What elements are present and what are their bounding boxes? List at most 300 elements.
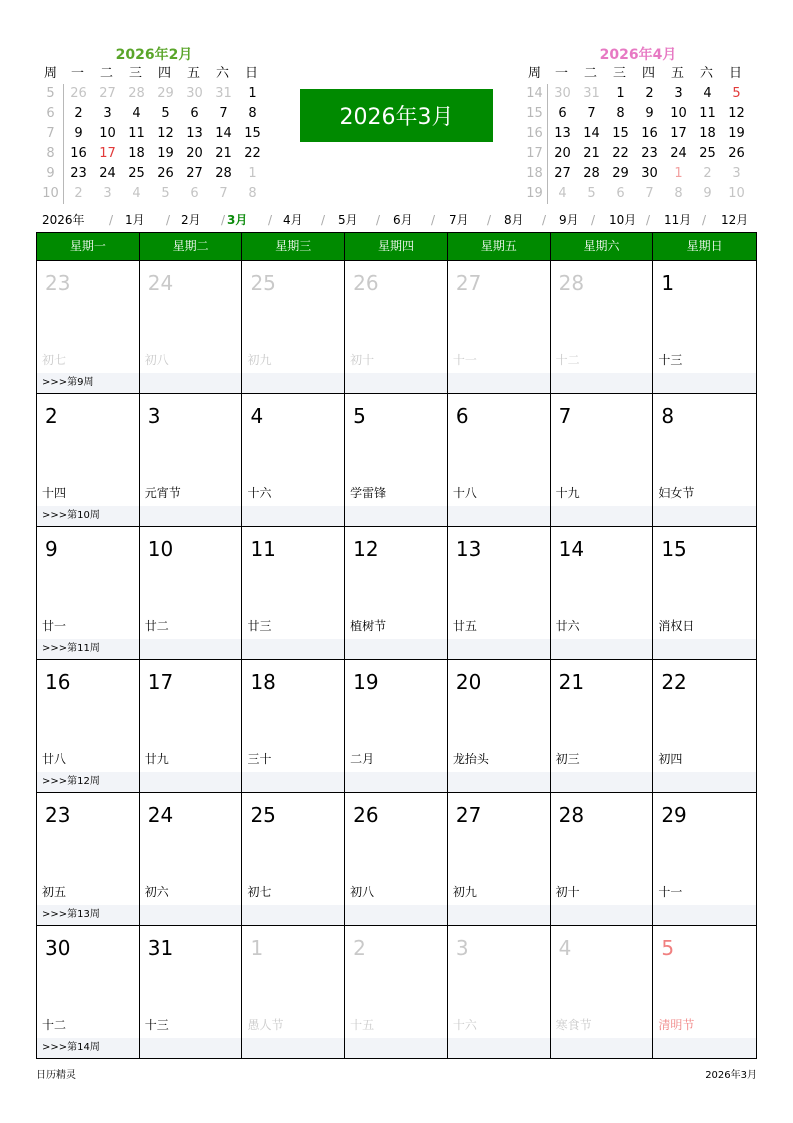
mini-day[interactable]: 30: [554, 86, 571, 101]
mini-week-row: [522, 84, 754, 104]
month-link-1[interactable]: 1月: [125, 213, 145, 227]
day-cell[interactable]: [448, 660, 551, 792]
mini-week-number: 19: [522, 184, 548, 204]
month-link-6[interactable]: 6月: [393, 213, 413, 227]
mini-day[interactable]: 12: [728, 106, 745, 121]
lunar-date: 初九: [247, 353, 272, 367]
mini-day[interactable]: 6: [190, 186, 199, 201]
day-cell[interactable]: [653, 394, 756, 526]
mini-day[interactable]: 30: [186, 86, 203, 101]
weekday-header: 星期日: [686, 239, 723, 253]
mini-day[interactable]: 31: [583, 86, 600, 101]
day-number: 24: [147, 803, 174, 827]
lunar-date: 初八: [144, 353, 169, 367]
month-separator: /: [376, 213, 381, 227]
lunar-date: 清明节: [658, 1018, 695, 1032]
mini-week-row: [38, 184, 270, 204]
mini-day[interactable]: 29: [612, 166, 629, 181]
mini-day[interactable]: 4: [132, 186, 141, 201]
month-link-9[interactable]: 9月: [559, 213, 579, 227]
day-cell[interactable]: [345, 660, 448, 792]
mini-day[interactable]: 4: [558, 186, 567, 201]
week-band: [551, 772, 653, 792]
day-number: 29: [661, 803, 687, 827]
month-separator: /: [431, 213, 436, 227]
day-cell[interactable]: [551, 527, 654, 659]
day-number: 31: [147, 936, 174, 960]
mini-day[interactable]: 8: [248, 186, 257, 201]
mini-week-row: [522, 184, 754, 204]
mini-day[interactable]: 13: [554, 126, 571, 141]
mini-day[interactable]: 14: [583, 126, 600, 141]
mini-day[interactable]: 2: [645, 86, 654, 101]
month-link-2[interactable]: 2月: [181, 213, 201, 227]
weekday-header: 星期六: [551, 233, 654, 260]
day-number: 25: [250, 271, 276, 295]
lunar-date: 廿三: [247, 619, 272, 633]
lunar-date: 十八: [452, 486, 477, 500]
mini-week-row: [38, 104, 270, 124]
mini-day[interactable]: 7: [587, 106, 596, 121]
mini-weekday-label: 四: [157, 66, 171, 81]
mini-day[interactable]: 1: [674, 166, 683, 181]
day-number: 4: [250, 404, 264, 428]
day-number: 20: [455, 670, 482, 694]
month-link-10[interactable]: 10月: [609, 213, 637, 227]
mini-day[interactable]: 24: [670, 146, 687, 161]
mini-week-row: [522, 124, 754, 144]
mini-day[interactable]: 10: [728, 186, 745, 201]
day-number: 3: [147, 404, 161, 428]
day-cell[interactable]: [242, 394, 345, 526]
mini-day[interactable]: 28: [128, 86, 145, 101]
day-cell[interactable]: [448, 926, 551, 1058]
week-row: [37, 925, 756, 1058]
lunar-date: 廿五: [452, 619, 477, 633]
mini-day[interactable]: 23: [641, 146, 658, 161]
mini-day[interactable]: 1: [248, 166, 257, 181]
mini-day[interactable]: 19: [728, 126, 745, 141]
day-number: 30: [45, 936, 71, 960]
day-cell[interactable]: [551, 660, 654, 792]
lunar-date: 十六: [452, 1018, 477, 1032]
day-number: 23: [45, 803, 71, 827]
mini-day[interactable]: 25: [699, 146, 716, 161]
footer-month: 2026年3月: [705, 1070, 757, 1081]
day-number: 27: [455, 803, 482, 827]
day-cell[interactable]: [448, 261, 551, 393]
day-cell[interactable]: [653, 926, 756, 1058]
day-cell[interactable]: [242, 261, 345, 393]
day-cell[interactable]: [653, 793, 756, 925]
day-number: 1: [250, 936, 264, 960]
mini-day[interactable]: 5: [732, 86, 741, 101]
day-number: 28: [558, 271, 585, 295]
day-number: 11: [250, 537, 276, 561]
mini-week-row: [38, 84, 270, 104]
day-number: 2: [353, 936, 366, 960]
mini-day[interactable]: 3: [674, 86, 683, 101]
day-cell[interactable]: [345, 793, 448, 925]
weekday-header: 星期五: [448, 233, 551, 260]
month-link-8[interactable]: 8月: [504, 213, 524, 227]
mini-day[interactable]: 4: [703, 86, 712, 101]
mini-day[interactable]: 8: [674, 186, 683, 201]
mini-day[interactable]: 24: [99, 166, 116, 181]
day-number: 17: [147, 670, 174, 694]
week-band: [448, 373, 550, 393]
lunar-date: 十二: [42, 1018, 67, 1032]
week-band: [140, 1038, 242, 1058]
week-band: [448, 1038, 550, 1058]
mini-day[interactable]: 25: [128, 166, 145, 181]
weekday-header: 星期一: [37, 233, 140, 260]
day-number: 26: [353, 803, 379, 827]
mini-day[interactable]: 27: [99, 86, 116, 101]
mini-weekday-label: 周: [43, 66, 57, 81]
mini-day[interactable]: 3: [103, 106, 112, 121]
day-cell[interactable]: [37, 793, 140, 925]
week-band: [448, 639, 550, 659]
lunar-date: 初十: [350, 353, 375, 367]
mini-day[interactable]: 17: [99, 146, 116, 161]
lunar-date: 十二: [555, 353, 580, 367]
mini-day[interactable]: 5: [587, 186, 596, 201]
mini-week-row: [38, 164, 270, 184]
week-band: [242, 506, 344, 526]
week-cells: [37, 793, 756, 925]
mini-day[interactable]: 2: [74, 186, 83, 201]
month-separator: /: [591, 213, 596, 227]
lunar-date: 廿一: [42, 619, 67, 633]
mini-day[interactable]: 27: [554, 166, 571, 181]
week-band: [345, 772, 447, 792]
day-cell[interactable]: [345, 926, 448, 1058]
week-band: [448, 905, 550, 925]
lunar-date: 初六: [144, 885, 169, 899]
week-band: [653, 373, 756, 393]
week-band: [140, 905, 242, 925]
lunar-date: 初三: [555, 752, 580, 766]
week-cells: [37, 261, 756, 393]
mini-day[interactable]: 1: [248, 86, 257, 101]
day-cell[interactable]: [37, 527, 140, 659]
day-number: 5: [353, 404, 366, 428]
day-cell[interactable]: [37, 394, 140, 526]
day-number: 16: [45, 670, 71, 694]
week-row: [37, 526, 756, 659]
mini-weekday-label: 二: [99, 66, 113, 81]
day-cell[interactable]: [653, 527, 756, 659]
weekday-header-row: [37, 233, 756, 260]
mini-weekday-label: 周: [527, 66, 541, 81]
lunar-date: 廿九: [144, 752, 169, 766]
weekday-header: 星期四: [345, 233, 448, 260]
mini-day[interactable]: 5: [161, 106, 170, 121]
mini-day[interactable]: 8: [248, 106, 257, 121]
mini-day[interactable]: 7: [645, 186, 654, 201]
day-number: 3: [455, 936, 469, 960]
month-separator: /: [221, 213, 226, 227]
lunar-date: 初五: [42, 885, 67, 899]
month-link-7[interactable]: 7月: [449, 213, 469, 227]
mini-day[interactable]: 9: [645, 106, 654, 121]
day-number: 12: [353, 537, 379, 561]
day-cell[interactable]: [551, 394, 654, 526]
week-band: [551, 373, 653, 393]
mini-day[interactable]: 13: [186, 126, 203, 141]
day-number: 1: [661, 271, 675, 295]
mini-day[interactable]: 6: [558, 106, 567, 121]
mini-day[interactable]: 4: [132, 106, 141, 121]
mini-day[interactable]: 28: [215, 166, 232, 181]
month-link-4[interactable]: 4月: [283, 213, 303, 227]
mini-week-number: 10: [38, 184, 64, 204]
mini-day[interactable]: 16: [641, 126, 658, 141]
month-link-11[interactable]: 11月: [664, 213, 692, 227]
day-number: 28: [558, 803, 585, 827]
weekday-header: 星期二: [140, 233, 243, 260]
week-band: [653, 1038, 756, 1058]
mini-day[interactable]: 15: [244, 126, 261, 141]
mini-day[interactable]: 17: [670, 126, 687, 141]
lunar-date: 三十: [247, 752, 272, 766]
day-cell[interactable]: [140, 793, 243, 925]
month-separator: /: [109, 213, 114, 227]
day-number: 2: [45, 404, 58, 428]
week-row: [37, 260, 756, 393]
mini-day[interactable]: 5: [161, 186, 170, 201]
lunar-date: 十五: [350, 1018, 375, 1032]
lunar-date: 十三: [144, 1018, 169, 1032]
month-separator: /: [268, 213, 273, 227]
day-cell[interactable]: [345, 394, 448, 526]
mini-day[interactable]: 16: [70, 146, 87, 161]
month-separator: /: [321, 213, 326, 227]
day-cell[interactable]: [140, 261, 243, 393]
mini-day[interactable]: 26: [70, 86, 87, 101]
lunar-date: 学雷锋: [350, 486, 387, 500]
lunar-date: 初九: [452, 885, 477, 899]
week-band: [551, 1038, 653, 1058]
mini-day[interactable]: 10: [99, 126, 116, 141]
mini-day[interactable]: 2: [74, 106, 83, 121]
mini-calendar-title: 2026年4月: [599, 47, 677, 63]
year-label: 2026年: [42, 213, 85, 227]
week-band: [653, 905, 756, 925]
day-number: 7: [558, 404, 572, 428]
day-cell[interactable]: [242, 793, 345, 925]
mini-week-number: 18: [522, 164, 548, 184]
day-cell[interactable]: [140, 527, 243, 659]
week-band: [653, 639, 756, 659]
week-band: [345, 373, 447, 393]
day-number: 24: [147, 271, 174, 295]
mini-day[interactable]: 22: [244, 146, 261, 161]
week-row: [37, 659, 756, 792]
mini-weekday-label: 日: [244, 66, 258, 81]
mini-day[interactable]: 8: [616, 106, 625, 121]
mini-day[interactable]: 18: [128, 146, 145, 161]
day-cell[interactable]: [37, 660, 140, 792]
month-link-5[interactable]: 5月: [338, 213, 358, 227]
week-row: [37, 792, 756, 925]
week-band: [140, 506, 242, 526]
mini-day[interactable]: 11: [699, 106, 716, 121]
mini-week-number: 17: [522, 144, 548, 164]
lunar-date: 初四: [658, 752, 683, 766]
week-band: [242, 373, 344, 393]
day-cell[interactable]: [242, 527, 345, 659]
mini-day[interactable]: 28: [583, 166, 600, 181]
day-number: 15: [661, 537, 687, 561]
day-cell[interactable]: [242, 926, 345, 1058]
day-number: 22: [661, 670, 687, 694]
mini-weekday-label: 一: [70, 66, 84, 81]
day-cell[interactable]: [653, 261, 756, 393]
mini-day[interactable]: 29: [157, 86, 174, 101]
lunar-date: 愚人节: [247, 1018, 284, 1032]
mini-day[interactable]: 9: [74, 126, 83, 141]
week-cells: [37, 926, 756, 1058]
mini-week-row: [38, 144, 270, 164]
mini-day[interactable]: 22: [612, 146, 629, 161]
week-band: [242, 639, 344, 659]
mini-week-row: [522, 104, 754, 124]
month-navigation: [36, 210, 758, 230]
mini-week-number: 5: [38, 84, 64, 104]
lunar-date: 初十: [555, 885, 580, 899]
day-cell[interactable]: [140, 660, 243, 792]
day-cell[interactable]: [448, 793, 551, 925]
lunar-date: 十一: [658, 885, 683, 899]
mini-week-number: 6: [38, 104, 64, 124]
mini-day[interactable]: 6: [190, 106, 199, 121]
mini-day[interactable]: 3: [103, 186, 112, 201]
mini-day[interactable]: 1: [616, 86, 625, 101]
mini-day[interactable]: 15: [612, 126, 629, 141]
lunar-date: 廿八: [42, 752, 67, 766]
day-number: 13: [455, 537, 482, 561]
mini-day[interactable]: 20: [554, 146, 571, 161]
week-band: [345, 905, 447, 925]
day-number: 19: [353, 670, 379, 694]
mini-day[interactable]: 19: [157, 146, 174, 161]
mini-day[interactable]: 26: [728, 146, 745, 161]
mini-day[interactable]: 21: [583, 146, 600, 161]
mini-weekday-label: 二: [583, 66, 597, 81]
day-cell[interactable]: [345, 527, 448, 659]
lunar-date: 廿二: [144, 619, 169, 633]
mini-weekday-label: 三: [612, 66, 626, 81]
mini-day[interactable]: 30: [641, 166, 658, 181]
mini-weekday-label: 日: [728, 66, 742, 81]
mini-day[interactable]: 6: [616, 186, 625, 201]
day-number: 8: [661, 404, 675, 428]
week-band: [140, 772, 242, 792]
day-cell[interactable]: [551, 793, 654, 925]
mini-day[interactable]: 18: [699, 126, 716, 141]
footer-brand: 日历精灵: [36, 1070, 76, 1081]
month-title: 2026年3月: [300, 89, 493, 142]
lunar-date: 消权日: [658, 619, 695, 633]
mini-day[interactable]: 3: [732, 166, 741, 181]
week-cells: [37, 394, 756, 526]
lunar-date: 十六: [247, 486, 272, 500]
mini-day[interactable]: 12: [157, 126, 174, 141]
mini-day[interactable]: 21: [215, 146, 232, 161]
day-number: 25: [250, 803, 276, 827]
week-number-label: >>>第10周: [42, 510, 100, 521]
day-cell[interactable]: [140, 394, 243, 526]
lunar-date: 寒食节: [555, 1018, 592, 1032]
month-link-12[interactable]: 12月: [721, 213, 749, 227]
mini-day[interactable]: 23: [70, 166, 87, 181]
mini-day[interactable]: 31: [215, 86, 232, 101]
day-number: 23: [45, 271, 71, 295]
week-band: [551, 905, 653, 925]
mini-week-row: [522, 164, 754, 184]
weekday-header: 星期三: [242, 233, 345, 260]
mini-day[interactable]: 10: [670, 106, 687, 121]
mini-week-number: 16: [522, 124, 548, 144]
day-number: 18: [250, 670, 276, 694]
month-separator: /: [702, 213, 707, 227]
day-cell[interactable]: [448, 527, 551, 659]
week-number-label: >>>第13周: [42, 909, 100, 920]
day-cell[interactable]: [551, 261, 654, 393]
mini-day[interactable]: 2: [703, 166, 712, 181]
mini-day[interactable]: 7: [219, 106, 228, 121]
day-cell[interactable]: [140, 926, 243, 1058]
mini-week-row: [522, 144, 754, 164]
day-cell[interactable]: [448, 394, 551, 526]
day-cell[interactable]: [551, 926, 654, 1058]
mini-day[interactable]: 11: [128, 126, 145, 141]
mini-calendar-header: [522, 64, 754, 84]
lunar-date: 廿六: [555, 619, 580, 633]
mini-day[interactable]: 27: [186, 166, 203, 181]
mini-week-number: 8: [38, 144, 64, 164]
month-link-3[interactable]: 3月: [227, 213, 248, 227]
week-number-label: >>>第9周: [42, 377, 94, 388]
day-cell[interactable]: [345, 261, 448, 393]
week-band: [242, 772, 344, 792]
day-cell[interactable]: [37, 261, 140, 393]
month-separator: /: [646, 213, 651, 227]
day-number: 14: [558, 537, 585, 561]
week-row: [37, 393, 756, 526]
mini-calendar-apr: [522, 46, 754, 204]
mini-week-number: 15: [522, 104, 548, 124]
mini-calendar-header: [38, 64, 270, 84]
day-cell[interactable]: [37, 926, 140, 1058]
mini-day[interactable]: 7: [219, 186, 228, 201]
mini-day[interactable]: 9: [703, 186, 712, 201]
lunar-date: 初八: [350, 885, 375, 899]
week-band: [345, 506, 447, 526]
mini-day[interactable]: 20: [186, 146, 203, 161]
day-cell[interactable]: [242, 660, 345, 792]
lunar-date: 初七: [247, 885, 272, 899]
mini-weekday-label: 一: [554, 66, 568, 81]
month-separator: /: [487, 213, 492, 227]
week-band: [140, 373, 242, 393]
mini-day[interactable]: 14: [215, 126, 232, 141]
day-number: 9: [45, 537, 58, 561]
mini-day[interactable]: 26: [157, 166, 174, 181]
day-cell[interactable]: [653, 660, 756, 792]
